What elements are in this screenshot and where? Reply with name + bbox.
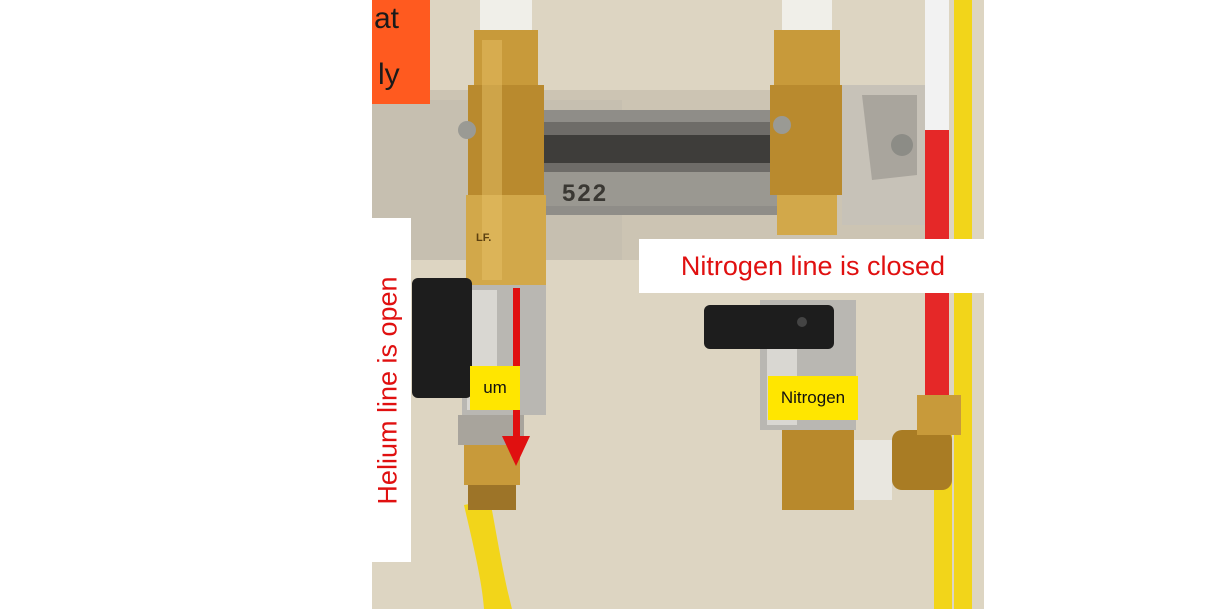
helium-annotation (365, 218, 411, 562)
helium-annotation-text: Helium line is open (372, 275, 403, 505)
nitrogen-tag: Nitrogen (768, 376, 858, 420)
sign-text-line1: at (374, 2, 400, 35)
warning-sign (372, 0, 430, 104)
photo-illustration (372, 0, 984, 609)
valve-photo (372, 0, 984, 609)
nitrogen-annotation (639, 239, 987, 293)
bracket-stamp: 522 (562, 180, 609, 207)
sign-text-line2: ly (378, 58, 400, 91)
fitting-stamp: LF. (476, 232, 492, 244)
helium-tag: um (470, 366, 520, 410)
nitrogen-annotation-text: Nitrogen line is closed (680, 250, 946, 281)
flow-arrow-shaft (513, 288, 520, 438)
